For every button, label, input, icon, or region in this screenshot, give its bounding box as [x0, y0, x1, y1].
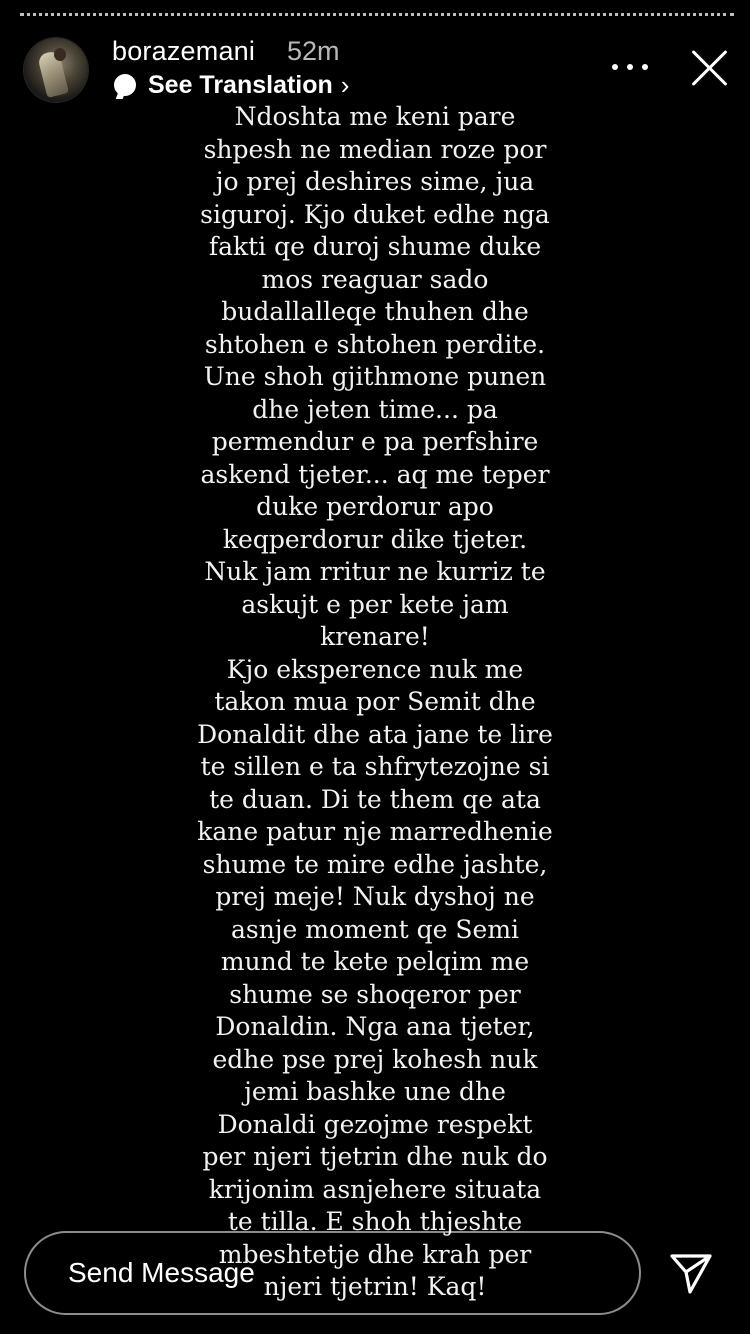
story-text-line: jemi bashke une dhe — [244, 1077, 506, 1106]
close-button[interactable] — [688, 46, 732, 90]
message-placeholder: Send Message — [68, 1257, 255, 1288]
more-dot — [627, 64, 633, 70]
story-text-line: Donaldit dhe ata jane te lire — [197, 719, 553, 749]
avatar-head — [54, 48, 66, 61]
username[interactable]: borazemani — [112, 36, 256, 66]
story-text-line: takon mua por Semit dhe — [214, 687, 536, 716]
story-text-line: permendur e pa perfshire — [211, 427, 539, 456]
more-dot — [612, 64, 618, 70]
story-text-line: Une shoh gjithmone punen — [203, 362, 547, 391]
story-text — [150, 101, 600, 1304]
story-text-line: jo prej deshires sime, jua — [215, 167, 535, 196]
message-input[interactable] — [24, 1231, 641, 1315]
story-progress-bar — [20, 13, 734, 17]
more-button[interactable] — [612, 52, 648, 82]
story-text-line: Nuk jam rritur ne kurriz te — [204, 557, 546, 586]
story-text-line: Donaldi gezojme respekt — [217, 1109, 533, 1139]
more-dot — [642, 64, 648, 70]
story-text-line: keqperdorur dike tjeter. — [222, 524, 528, 554]
story-text-line: mbeshtetje dhe krah per — [218, 1239, 532, 1269]
story-text-line: askujt e per kete jam — [241, 589, 509, 619]
story-text-line: Ndoshta me keni pare — [234, 102, 516, 131]
story-text-line: kane patur nje marredhenie — [197, 817, 553, 846]
translate-icon — [114, 74, 136, 96]
story-text-line: fakti qe duroj shume duke — [208, 232, 542, 261]
story-text-line: krijonim asnjehere situata — [208, 1174, 542, 1204]
see-translation-label: See Translation — [148, 70, 333, 99]
story-text-line: mund te kete pelqim me — [220, 947, 530, 976]
story-text-line: krenare! — [320, 622, 430, 651]
story-text-line: per njeri tjetrin dhe nuk do — [202, 1142, 548, 1171]
story-text-line: shpesh ne median roze por — [203, 134, 547, 164]
story-text-line: shtohen e shtohen perdite. — [204, 329, 546, 359]
chevron-right-icon: › — [340, 69, 350, 100]
story-text-line: asnje moment qe Semi — [230, 914, 520, 944]
story-text-line: te tilla. E shoh thjeshte — [227, 1207, 523, 1236]
story-text-line: shume se shoqeror per — [229, 979, 521, 1009]
story-text-line: Kjo eksperence nuk me — [226, 654, 524, 684]
story-text-line: edhe pse prej kohesh nuk — [212, 1044, 538, 1074]
avatar[interactable] — [24, 38, 88, 102]
story-text-line: dhe jeten time... pa — [252, 394, 498, 424]
time-ago: 52m — [287, 36, 340, 66]
story-text-line: prej meje! Nuk dyshoj ne — [215, 882, 535, 911]
story-text-line: duke perdorur apo — [256, 492, 494, 521]
story-text-line: Donaldin. Nga ana tjeter, — [215, 1012, 535, 1041]
see-translation-link[interactable] — [114, 70, 349, 100]
send-icon — [668, 1250, 714, 1296]
story-text-line: mos reaguar sado — [261, 264, 489, 294]
story-text-line: askend tjeter... aq me teper — [200, 459, 550, 489]
story-text-line: te duan. Di te them qe ata — [209, 784, 541, 814]
story-text-line: budallalleqe thuhen dhe — [221, 297, 529, 326]
send-button[interactable] — [668, 1250, 714, 1296]
story-text-line: siguroj. Kjo duket edhe nga — [200, 199, 550, 229]
story-text-line: njeri tjetrin! Kaq! — [263, 1272, 487, 1301]
story-text-line: te sillen e ta shfrytezojne si — [200, 752, 550, 781]
story-text-line: shume te mire edhe jashte, — [202, 849, 548, 879]
